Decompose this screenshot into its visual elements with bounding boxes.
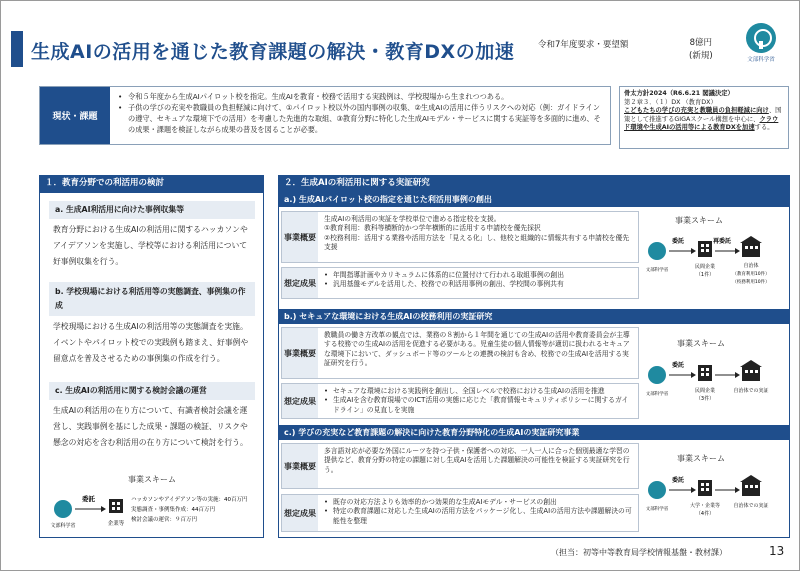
mext-emblem-icon (648, 242, 666, 260)
mext-emblem-icon (54, 500, 72, 518)
outcome-bullet: • 既存の対応方法よりも効率的かつ効果的な生成AIモデル・サービスの創出 (324, 498, 634, 507)
budget-amount (689, 37, 713, 63)
scheme-arrow-label: 委託 (82, 495, 95, 503)
scheme-middle-label: 民間企業 (694, 388, 716, 394)
scheme-left-label: 文部科学省 (645, 268, 669, 273)
section2a-outcome (281, 267, 639, 299)
scheme-arrow-label: 委託 (672, 477, 685, 484)
scheme-arrow-label: 委託 (672, 362, 685, 369)
situation-bullet: • 令和５年度から生成AIパイロット校を指定。生成AIを教育・校務で活用する実践例は、学校現場から生まれつつある。 (118, 91, 606, 102)
scheme-right-label: 自治体での実証 (733, 503, 769, 509)
outcome-list (324, 498, 634, 526)
company-building-icon (109, 499, 123, 513)
page-number: 13 (769, 544, 785, 558)
scheme-right-label: 自治体での実証 (733, 388, 769, 394)
municipality-building-icon (742, 367, 760, 381)
section2a-heading: a.) 生成AIパイロット校の指定を通じた利活用事例の創出 (278, 192, 790, 207)
scheme-note: ハッカソンやアイデアソン等の実施：40百万円 (131, 497, 248, 503)
overview-label: 事業概要 (282, 212, 318, 262)
scheme-left-label: 文部科学省 (645, 507, 669, 512)
item-b-title: b. 学校現場における利活用等の実態調査、事例集の作成 (49, 282, 255, 316)
scheme-right-note: （校務利用10件） (732, 280, 770, 285)
policy-text: 、国策として推進するGIGAスクール構想を中心に、 (624, 107, 782, 123)
section2b-outcome (281, 383, 639, 419)
scheme-middle-label: 民間企業 (694, 264, 716, 270)
outcome-bullet: • 汎用基盤モデルを活用した、校務での利活用事例の創出、学校間の事例共有 (324, 280, 634, 289)
section1-item-c (49, 382, 255, 451)
scheme-right-label: 自治体 (743, 263, 759, 269)
policy-box (619, 86, 789, 149)
scheme-arrow-label: 再委託 (713, 238, 732, 245)
mext-emblem-icon (648, 481, 666, 499)
company-building-icon (698, 241, 712, 257)
outcome-bullet: • 生成AIを含む教育現場でのICT活用の実態に応じた「教育情報セキュリティポリシーに関するガイドライン」の見直しを実施 (324, 396, 634, 415)
municipality-building-icon (742, 243, 760, 257)
outcome-list (324, 271, 634, 290)
item-b-text: 学校現場における生成AIの利活用等の実態調査を実施。イベントやパイロット校での実践例も踏まえ、好事例や留意点を普及させるための事例集の作成を行う。 (53, 322, 249, 363)
scheme-right-label: 企業等 (107, 521, 125, 527)
mext-emblem-icon (746, 23, 776, 53)
scheme-middle-label: 大学・企業等 (689, 503, 721, 509)
section2c-scheme-title: 事業スキーム (677, 454, 725, 463)
item-a-text: 教育分野における生成AIの利活用に関するハッカソンやアイデアソンを実施し、学校等における利活用について好事例収集を行う。 (53, 225, 248, 266)
title-accent-bar (11, 31, 23, 67)
section1-item-b (49, 282, 255, 367)
policy-title: 骨太方針2024（R6.6.21 閣議決定） (624, 90, 734, 97)
outcome-label: 想定成果 (282, 495, 318, 531)
outcome-label: 想定成果 (282, 384, 318, 418)
budget-note: (新規) (689, 51, 713, 61)
section2-heading: ２．生成AIの利活用に関する実証研究 (278, 175, 790, 192)
section2b-overview (281, 327, 639, 379)
section1-item-a (49, 201, 255, 270)
situation-label: 現状・課題 (40, 87, 110, 144)
policy-body (624, 107, 784, 133)
section1-scheme-diagram (49, 487, 259, 535)
company-building-icon (698, 480, 712, 496)
section2a-overview (281, 211, 639, 263)
budget-value: 8億円 (689, 38, 713, 48)
item-c-title: c. 生成AIの利活用に関する検討会議の運営 (49, 382, 255, 400)
policy-line: 第２章３．（１）DX （教育DX） (624, 98, 717, 106)
scheme-arrow-label: 委託 (672, 238, 685, 245)
section2a-scheme-diagram (643, 227, 788, 297)
section1-heading: １．教育分野での利活用の検討 (39, 175, 264, 192)
overview-text: 教職員の働き方改革の観点では、業務の８割から１年間を通じての生成AIの活用や教育委員会が主導する校務での生成AIの活用を促進する必要がある。児童生徒の個人情報等が適切に扱われるセキュアな環境下において、ダッシュボード等のツールとの連携の検討も含め、校務での生成AIを活用する実証研究を行う。 (324, 331, 630, 368)
municipality-building-icon (742, 482, 760, 496)
scheme-middle-note: （1件） (695, 272, 715, 278)
policy-underline: クラウド環境や生成AIの活用等による教育DXを加速 (624, 115, 779, 132)
outcome-bullet: • セキュアな環境における実践例を創出し、全国レベルで校務における生成AIの活用を推進 (324, 387, 634, 396)
section2c-overview (281, 443, 639, 489)
scheme-arrow-head (101, 506, 106, 512)
overview-line: 生成AIの利活用の実証を学校単位で進める指定校を支援。 (324, 215, 501, 223)
section2a-scheme-title: 事業スキーム (675, 216, 723, 225)
scheme-left-label: 文部科学省 (50, 523, 76, 529)
company-building-icon (698, 365, 712, 381)
logo-caption: 文部科学省 (747, 57, 775, 63)
overview-label: 事業概要 (282, 444, 318, 488)
section2b-scheme-title: 事業スキーム (677, 339, 725, 348)
section2c-heading: c.) 学びの充実など教育課題の解決に向けた教育分野特化の生成AIの実証研究事業 (278, 425, 790, 440)
policy-text: する。 (754, 124, 774, 132)
budget-request-label: 令和7年度要求・要望額 (538, 40, 629, 50)
outcome-label: 想定成果 (282, 268, 318, 298)
page-title: 生成AIの活用を通じた教育課題の解決・教育DXの加速 (31, 41, 515, 63)
scheme-note: 実態調査・事例集作成：44百万円 (131, 507, 215, 513)
section1-scheme-title: 事業スキーム (128, 475, 176, 484)
outcome-bullet: • 年間指導計画やカリキュラムに体系的に位置付けて行われる取組事例の創出 (324, 271, 634, 280)
scheme-note: 検討会議の運営：９百万円 (131, 517, 198, 523)
overview-label: 事業概要 (282, 328, 318, 378)
section2c-outcome (281, 494, 639, 532)
policy-underline: こどもたちの学びの充実と教職員の負担軽減に向け (624, 107, 769, 115)
item-c-text: 生成AIの利活用の在り方について、有識者検討会議を運営し、実践事例を基にした成果・課題の検証、リスクや懸念の対応を含む利活用の在り方について検討を行う。 (53, 406, 248, 447)
mext-emblem-icon (648, 366, 666, 384)
section2b-heading: b.) セキュアな環境における生成AIの校務利用の実証研究 (278, 309, 790, 324)
overview-line: ①教育利用：教科等横断的かつ学年横断的に活用する申請校を優先採択 (324, 224, 541, 233)
scheme-middle-note: （4件） (695, 511, 715, 517)
situation-bullet: • 子供の学びの充実や教職員の負担軽減に向けて、①パイロット校以外の国内事例の収集、②生成AIの活用に伴うリスクへの対応（例：ガイドラインの遵守、セキュアな環境下での活用）を考慮した先進的な取組、③教育分野に特化した生成AIモデル・サービスに関する実証等を多面的に進め、その成果・課題を検証しながら成果の普及を図ることが必要。 (118, 102, 606, 135)
scheme-middle-note: （3件） (695, 396, 715, 402)
situation-list (118, 91, 606, 135)
scheme-right-note: （教育利用10件） (732, 272, 770, 277)
item-a-title: a. 生成AI利活用に向けた事例収集等 (49, 201, 255, 219)
overview-text (324, 215, 634, 253)
outcome-bullet: • 特定の教育課題に対応した生成AIの活用方法をパッケージ化し、生成AIの活用方法や課題解決の可能性を整理 (324, 507, 634, 526)
contact-note: （担当：初等中等教育局学校情報基盤・教材課） (551, 548, 727, 557)
section2b-scheme-diagram (643, 351, 788, 411)
scheme-left-label: 文部科学省 (645, 392, 669, 397)
outcome-list (324, 387, 634, 415)
section2c-scheme-diagram (643, 466, 788, 526)
mext-logo (734, 23, 788, 63)
situation-box (39, 86, 611, 145)
overview-text: 多言語対応が必要な外国にルーツを持つ子供・保護者への対応、一人一人に合った個別最適な学習の提供など、教育分野の特定の課題に対し生成AIを活用した課題解決の可能性を検証する実証研究を行う。 (324, 447, 630, 474)
overview-line: ②校務利用：活用する業務や活用方法を「見える化」し、他校と組織的に情報共有する申請校を優先支援 (324, 233, 630, 252)
